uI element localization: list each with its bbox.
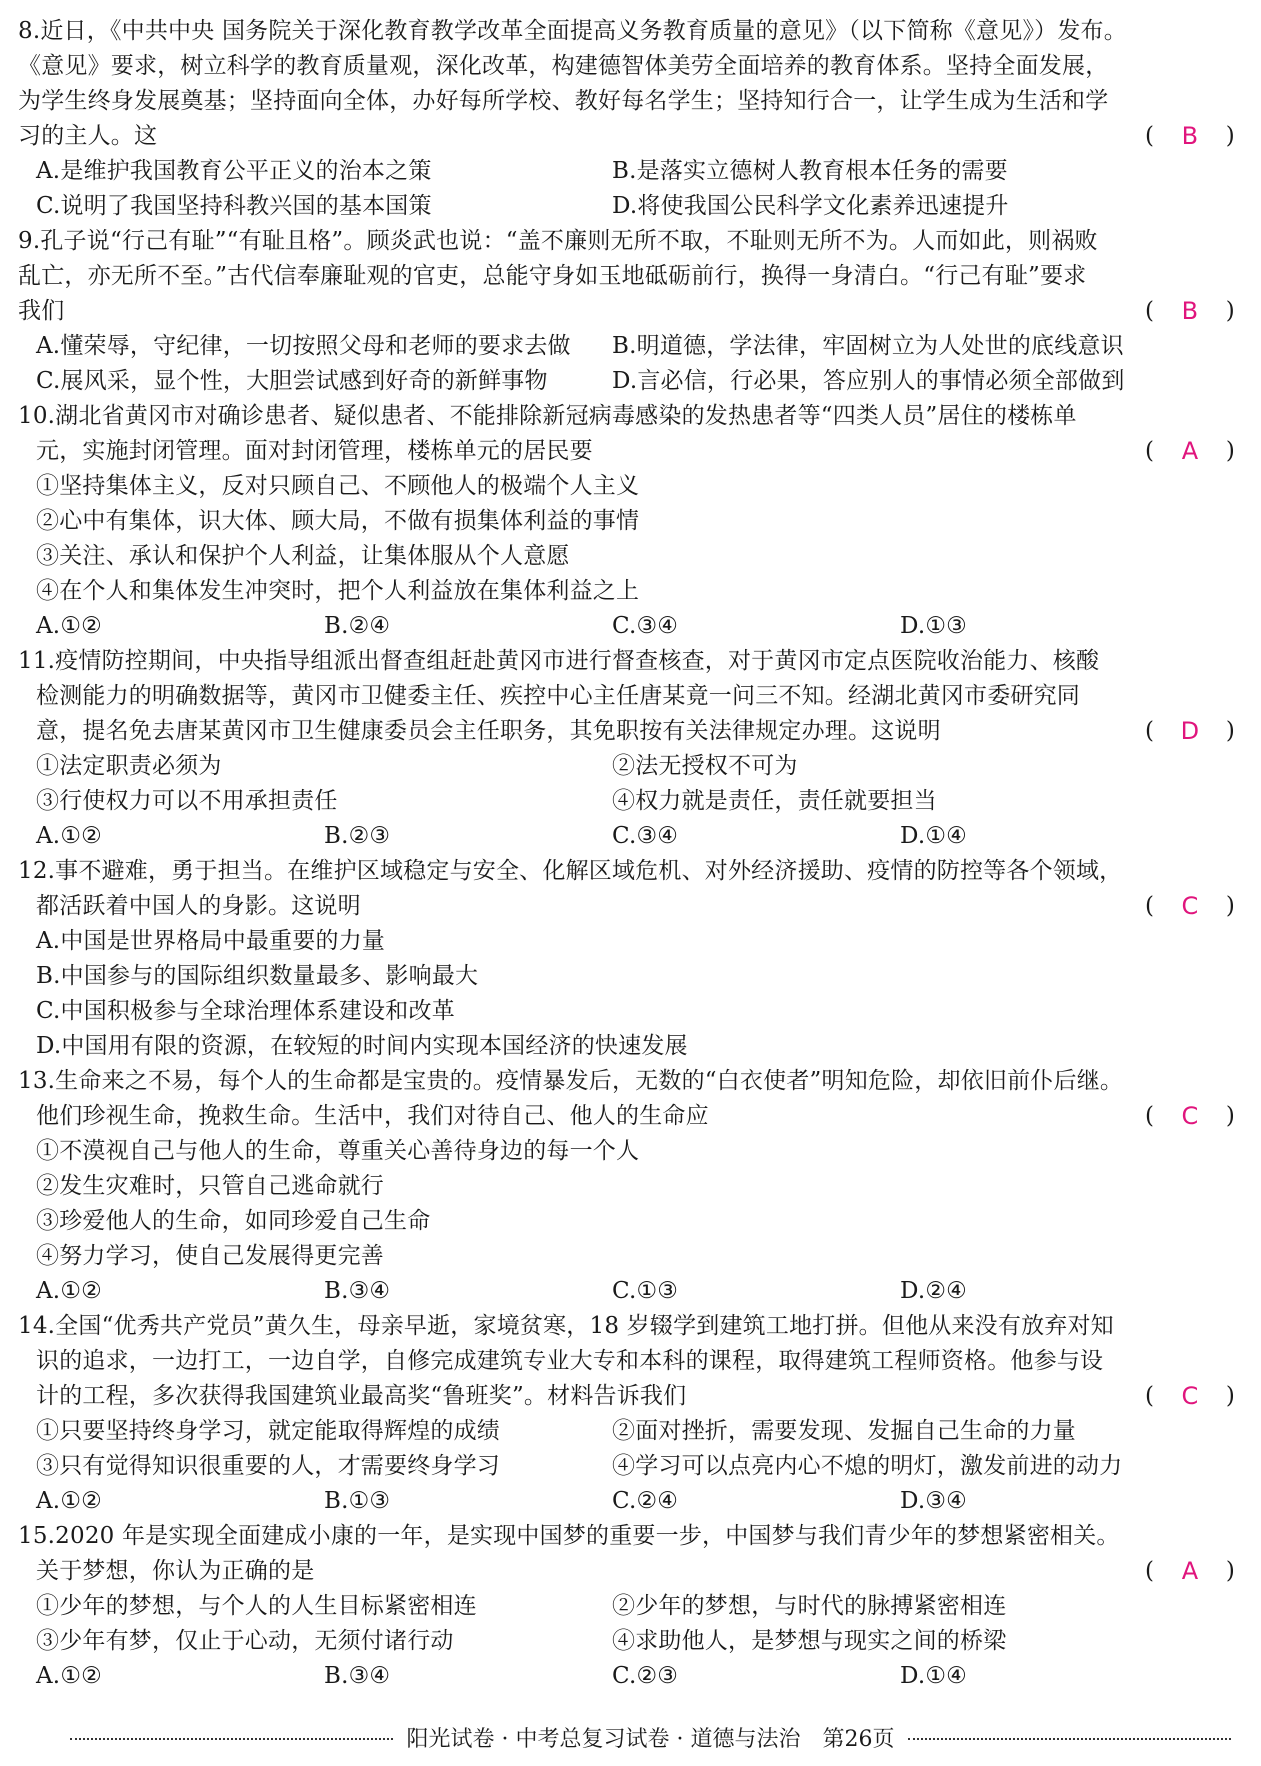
- question-text: 8.近日，《中共中央 国务院关于深化教育教学改革全面提高义务教育质量的意见》（以下简称《意见》）发布。: [18, 18, 1127, 44]
- option-d: D.言必信，行必果，答应别人的事情必须全部做到: [612, 368, 1125, 394]
- exam-page: [18, 14, 1243, 1694]
- option-a: A.①②: [36, 1278, 102, 1304]
- option-b: B.中国参与的国际组织数量最多、影响最大: [36, 963, 479, 989]
- options-row: [18, 609, 1243, 644]
- statements-row: [18, 1449, 1243, 1484]
- question-text: 识的追求，一边打工，一边自学，自修完成建筑专业大专和本科的课程，取得建筑工程师资格。他参与设: [36, 1348, 1104, 1374]
- statement-2: ②少年的梦想，与时代的脉搏紧密相连: [612, 1593, 1007, 1619]
- statements-row: [18, 1414, 1243, 1449]
- footer-divider-right: [908, 1738, 1231, 1740]
- question-text: 《意见》要求，树立科学的教育质量观，深化改革，构建德智体美劳全面培养的教育体系。坚持全面发展，: [18, 53, 1109, 79]
- answer-letter: B: [1181, 122, 1199, 150]
- question-10: [18, 399, 1243, 644]
- question-text: 习的主人。这: [18, 123, 158, 149]
- statement-1: ①法定职责必须为: [36, 753, 222, 779]
- statement-3: ③行使权力可以不用承担责任: [36, 788, 338, 814]
- answer-slot: ( A ): [1145, 434, 1235, 469]
- statement-4: ④努力学习，使自己发展得更完善: [36, 1243, 384, 1269]
- option-b: B.③④: [324, 1663, 391, 1689]
- statements-row: [18, 1624, 1243, 1659]
- statement-3: ③关注、承认和保护个人利益，让集体服从个人意愿: [36, 543, 570, 569]
- question-8: [18, 14, 1243, 224]
- statement-3: ③只有觉得知识很重要的人，才需要终身学习: [36, 1453, 500, 1479]
- question-15: [18, 1519, 1243, 1694]
- option-c: C.③④: [612, 613, 679, 639]
- option-c: C.中国积极参与全球治理体系建设和改革: [36, 998, 455, 1024]
- statement-2: ②发生灾难时，只管自己逃命就行: [36, 1173, 384, 1199]
- question-stem-last-line: [18, 889, 1243, 924]
- question-12: [18, 854, 1243, 1064]
- answer-letter: C: [1181, 892, 1199, 920]
- option-b: B.①③: [324, 1488, 391, 1514]
- options-row: [18, 329, 1243, 364]
- option-b: B.②③: [324, 823, 391, 849]
- option-c: C.说明了我国坚持科教兴国的基本国策: [36, 193, 432, 219]
- answer-slot: ( B ): [1145, 119, 1235, 154]
- question-text: 都活跃着中国人的身影。这说明: [36, 893, 361, 919]
- option-c: C.①③: [612, 1278, 679, 1304]
- page-footer: [70, 1722, 1231, 1752]
- option-c: C.展风采，显个性，大胆尝试感到好奇的新鲜事物: [36, 368, 548, 394]
- question-text: 元，实施封闭管理。面对封闭管理，楼栋单元的居民要: [36, 438, 593, 464]
- statement-4: ④学习可以点亮内心不熄的明灯，激发前进的动力: [612, 1453, 1123, 1479]
- statement-2: ②法无授权不可为: [612, 753, 798, 779]
- options-row: [18, 364, 1243, 399]
- answer-letter: C: [1181, 1382, 1199, 1410]
- option-a: A.①②: [36, 1663, 102, 1689]
- answer-letter: C: [1181, 1102, 1199, 1130]
- answer-letter: A: [1181, 1557, 1199, 1585]
- statements-row: [18, 784, 1243, 819]
- option-b: B.③④: [324, 1278, 391, 1304]
- question-text: 我们: [18, 298, 65, 324]
- question-text: 计的工程，多次获得我国建筑业最高奖“鲁班奖”。材料告诉我们: [36, 1383, 687, 1409]
- statement-3: ③少年有梦，仅止于心动，无须付诸行动: [36, 1628, 454, 1654]
- option-d: D.①④: [900, 823, 967, 849]
- question-text: 13.生命来之不易，每个人的生命都是宝贵的。疫情暴发后，无数的“白衣使者”明知危险，却依旧前仆后继。: [18, 1068, 1124, 1094]
- answer-slot: ( C ): [1145, 1379, 1235, 1414]
- statement-1: ①少年的梦想，与个人的人生目标紧密相连: [36, 1593, 477, 1619]
- statement-2: ②面对挫折，需要发现、发掘自己生命的力量: [612, 1418, 1076, 1444]
- question-stem-last-line: [18, 434, 1243, 469]
- statement-4: ④权力就是责任，责任就要担当: [612, 788, 937, 814]
- option-d: D.将使我国公民科学文化素养迅速提升: [612, 193, 1009, 219]
- option-d: D.②④: [900, 1278, 967, 1304]
- question-stem-last-line: [18, 1099, 1243, 1134]
- options-row: [18, 189, 1243, 224]
- options-row: [18, 1484, 1243, 1519]
- question-stem-last-line: [18, 714, 1243, 749]
- option-d: D.①④: [900, 1663, 967, 1689]
- question-text: 他们珍视生命，挽救生命。生活中，我们对待自己、他人的生命应: [36, 1103, 709, 1129]
- option-d: D.①③: [900, 613, 967, 639]
- question-text: 意，提名免去唐某黄冈市卫生健康委员会主任职务，其免职按有关法律规定办理。这说明: [36, 718, 941, 744]
- question-14: [18, 1309, 1243, 1519]
- statement-1: ①只要坚持终身学习，就定能取得辉煌的成绩: [36, 1418, 500, 1444]
- question-text: 12.事不避难，勇于担当。在维护区域稳定与安全、化解区域危机、对外经济援助、疫情的防控等各个领域，: [18, 858, 1123, 884]
- statements-row: [18, 1589, 1243, 1624]
- question-13: [18, 1064, 1243, 1309]
- question-text: 检测能力的明确数据等，黄冈市卫健委主任、疾控中心主任唐某竟一问三不知。经湖北黄冈市委研究同: [36, 683, 1080, 709]
- option-a: A.①②: [36, 613, 102, 639]
- question-text: 15.2020 年是实现全面建成小康的一年，是实现中国梦的重要一步，中国梦与我们青少年的梦想紧密相关。: [18, 1523, 1120, 1549]
- statement-3: ③珍爱他人的生命，如同珍爱自己生命: [36, 1208, 431, 1234]
- option-c: C.②④: [612, 1488, 679, 1514]
- statement-1: ①不漠视自己与他人的生命，尊重关心善待身边的每一个人: [36, 1138, 640, 1164]
- question-9: [18, 224, 1243, 399]
- footer-text: 阳光试卷 · 中考总复习试卷 · 道德与法治 第26页: [406, 1726, 895, 1752]
- answer-letter: B: [1181, 297, 1199, 325]
- question-stem-last-line: [18, 1554, 1243, 1589]
- question-stem-last-line: [18, 1379, 1243, 1414]
- option-c: C.②③: [612, 1663, 679, 1689]
- statement-4: ④求助他人，是梦想与现实之间的桥梁: [612, 1628, 1007, 1654]
- question-text: 11.疫情防控期间，中央指导组派出督查组赶赴黄冈市进行督查核查，对于黄冈市定点医院收治能力、核酸: [18, 648, 1100, 674]
- statement-4: ④在个人和集体发生冲突时，把个人利益放在集体利益之上: [36, 578, 640, 604]
- statement-2: ②心中有集体，识大体、顾大局，不做有损集体利益的事情: [36, 508, 640, 534]
- options-row: [18, 819, 1243, 854]
- statements-row: [18, 749, 1243, 784]
- options-row: [18, 154, 1243, 189]
- answer-slot: ( C ): [1145, 1099, 1235, 1134]
- option-b: B.明道德，学法律，牢固树立为人处世的底线意识: [612, 333, 1124, 359]
- option-a: A.懂荣辱，守纪律，一切按照父母和老师的要求去做: [36, 333, 571, 359]
- option-b: B.是落实立德树人教育根本任务的需要: [612, 158, 1008, 184]
- question-text: 为学生终身发展奠基；坚持面向全体，办好每所学校、教好每名学生；坚持知行合一，让学生成为生活和学: [18, 88, 1109, 114]
- statement-1: ①坚持集体主义，反对只顾自己、不顾他人的极端个人主义: [36, 473, 640, 499]
- question-stem-last-line: [18, 119, 1243, 154]
- question-stem-last-line: [18, 294, 1243, 329]
- footer-divider-left: [70, 1738, 393, 1740]
- question-text: 10.湖北省黄冈市对确诊患者、疑似患者、不能排除新冠病毒感染的发热患者等“四类人员”居住的楼栋单: [18, 403, 1077, 429]
- option-a: A.①②: [36, 1488, 102, 1514]
- question-text: 乱亡，亦无所不至。”古代信奉廉耻观的官吏，总能守身如玉地砥砺前行，换得一身清白。“行己有耻”要求: [18, 263, 1087, 289]
- option-d: D.③④: [900, 1488, 967, 1514]
- question-text: 14.全国“优秀共产党员”黄久生，母亲早逝，家境贫寒，18 岁辍学到建筑工地打拼。但他从来没有放弃对知: [18, 1313, 1114, 1339]
- answer-slot: ( D ): [1145, 714, 1235, 749]
- answer-letter: A: [1181, 437, 1199, 465]
- answer-slot: ( B ): [1145, 294, 1235, 329]
- question-11: [18, 644, 1243, 854]
- option-a: A.中国是世界格局中最重要的力量: [36, 928, 386, 954]
- answer-letter: D: [1180, 717, 1200, 745]
- option-d: D.中国用有限的资源，在较短的时间内实现本国经济的快速发展: [36, 1033, 688, 1059]
- question-text: 关于梦想，你认为正确的是: [36, 1558, 315, 1584]
- option-a: A.①②: [36, 823, 102, 849]
- option-b: B.②④: [324, 613, 391, 639]
- options-row: [18, 1659, 1243, 1694]
- option-a: A.是维护我国教育公平正义的治本之策: [36, 158, 432, 184]
- answer-slot: ( A ): [1145, 1554, 1235, 1589]
- options-row: [18, 1274, 1243, 1309]
- question-text: 9.孔子说“行己有耻”“有耻且格”。顾炎武也说：“盖不廉则无所不取，不耻则无所不为。人而如此，则祸败: [18, 228, 1098, 254]
- option-c: C.③④: [612, 823, 679, 849]
- answer-slot: ( C ): [1145, 889, 1235, 924]
